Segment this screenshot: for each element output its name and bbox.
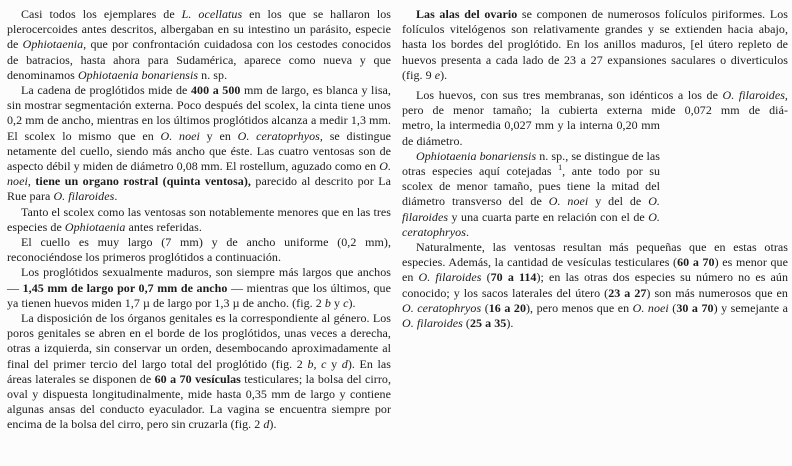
text-run: parecido al descrito por La Rue para (7, 174, 391, 204)
text-run: O. filaroides (53, 189, 115, 204)
text-run: O. ceratoprhyos (237, 128, 320, 143)
text-run: ), pero menos que en (526, 300, 633, 315)
text-run: , (27, 174, 36, 189)
text-run: ). (348, 295, 356, 310)
text-run: L. ocellatus (181, 7, 243, 21)
paragraph (402, 240, 788, 331)
text-run: . (114, 189, 118, 204)
text-run: en los que se hallaron los plerocercoides antes descritos, albergaban en su intestino un parásito, especie de (7, 7, 391, 52)
text-run: O. noei (632, 300, 669, 315)
text-run: ); en las otras dos especies su número no es aún conocido; y los sacos laterales del útero ( (402, 270, 788, 300)
text-column-left (7, 7, 391, 433)
text-run: Ophiotaenia, (22, 37, 87, 52)
text-run: y (330, 295, 344, 310)
text-run: y del de (588, 194, 649, 209)
text-run: Ophiotaenia bonariensis (416, 148, 537, 163)
text-run: Ophiotaenia (64, 219, 126, 234)
text-run: d (263, 417, 270, 432)
text-run: La cadena de proglótidos mide de (21, 83, 191, 98)
text-run: ). (269, 417, 277, 432)
text-run: O. noei (548, 194, 589, 209)
text-run: mm de largo, es blanca y lisa, sin mostrar segmentación externa. Poco después del scolex, la cinta tiene unos 0,2 mm de ancho, mientras en los últimos proglótidos alcanza a medir 1,3 mm. El scolex lo mismo que en (7, 83, 391, 143)
text-run: c (343, 295, 349, 310)
text-run: ). (506, 316, 514, 331)
text-run: 1,45 mm de largo por 0,7 mm de ancho (22, 280, 228, 295)
text-run: La disposición de los órganos genitales es la correspondiente al género. Los poros genitales se abren en el borde de los proglótidos, unas veces a derecha, otras a izquierda, sin conservar un orden, desembocando aproximadamente al final del primer tercio del largo total del proglótido (fig. 2 (7, 311, 391, 371)
paragraph (402, 149, 660, 240)
paragraph (7, 311, 391, 433)
text-run: ). (440, 67, 448, 82)
text-run: n. sp. (198, 67, 228, 82)
text-run: d (341, 356, 348, 371)
text-run: O. filaroides (418, 270, 482, 285)
text-run: b, c (307, 356, 327, 371)
text-run: ( (481, 300, 489, 315)
text-run: y una cuarta parte en relación con el de (448, 209, 649, 224)
text-run: antes referidas. (125, 219, 202, 234)
text-run: O. filaroides, (722, 88, 788, 103)
text-run: 25 a 35 (469, 316, 507, 331)
text-run: O. noei (160, 128, 200, 143)
text-run: O. filaroides (402, 194, 660, 224)
text-run: Los huevos, con sus tres membranas, son idénticos a los de (416, 88, 723, 103)
text-run: Los proglótidos sexualmente maduros, son siempre más largos que anchos — (7, 265, 391, 295)
text-run: 70 a 114 (490, 270, 537, 285)
text-run: O. noei (7, 159, 392, 189)
text-run: b (324, 295, 331, 310)
text-run: metro, la intermedia 0,027 mm y la interna 0,20 mm de diámetro. (402, 118, 660, 148)
text-run: — mientras que los últimos, que ya tienen huevos miden 1,7 µ de largo por 1,3 µ de ancho. (fig. 2 (7, 280, 391, 310)
paragraph (402, 88, 788, 118)
text-run: Naturalmente, las ventosas resultan más pequeñas que en estas otras especies. Además, la cantidad de vesículas testiculares ( (402, 240, 788, 270)
text-run: Ophiotaenia bonariensis (77, 67, 199, 82)
text-run: Las alas del ovario (416, 7, 518, 21)
text-run: 30 a 70 (676, 300, 714, 315)
footnote-marker: 1 (558, 163, 563, 173)
text-run: que por confrontación cuidadosa con los cestodes conocidos de batracios, hasta ahora para Sudamérica, aparece como nueva y que denominamos (7, 37, 391, 82)
text-run: ) y semejante a (713, 300, 788, 315)
paragraph (7, 265, 391, 311)
text-run: , se distingue netamente del cuello, siendo más ancho que éste. Las cuatro ventosas son de aspecto débil y miden de diámetro 0,08 mm. El rostellum, aguzado como en (7, 128, 391, 174)
paragraph (402, 118, 660, 148)
text-run: Casi todos los ejemplares de (21, 7, 182, 21)
paragraph (402, 7, 788, 83)
text-run: y en (199, 128, 238, 143)
paragraph (7, 83, 391, 205)
text-run: , ante todo por su scolex de menor tamaño, pues tiene la mitad del diámetro transverso del de (402, 164, 660, 209)
text-column-right (402, 7, 788, 331)
text-run: ) son más numerosos que en (646, 285, 788, 300)
text-run: . (465, 224, 469, 239)
text-run: n. sp., se distingue de las otras especies aquí cotejadas (402, 148, 660, 179)
text-run: y (326, 356, 342, 371)
text-run: O. filaroides (402, 316, 463, 331)
paragraph (7, 235, 391, 265)
text-run: e (434, 67, 441, 82)
text-run: El cuello es muy largo (7 mm) y de ancho uniforme (0,2 mm), reconociéndose los primeros proglótidos a continuación. (7, 235, 391, 265)
paragraph (7, 205, 391, 235)
text-run: ( (668, 300, 677, 315)
text-run: pero de menor tamaño; la cubierta externa mide 0,072 mm de diá- (402, 103, 788, 118)
text-run: ) es menor que en (402, 255, 788, 285)
text-run: O. ceratophryos (402, 209, 660, 239)
text-run: se componen de numerosos folículos piriformes. Los folículos vitelógenos son relativamente grandes y se extienden hacia abajo, hasta los bordes del proglótido. En los anillos maduros, [el útero repleto de huevos presenta a cada lado de 23 a 27 expansiones saculares o diverticulos (fig. 9 (402, 7, 788, 82)
text-run: 400 a 500 (190, 83, 241, 98)
text-run: Tanto el scolex como las ventosas son notablemente menores que en las tres especies de (7, 204, 391, 234)
text-run: ). En las áreas laterales se disponen de (7, 356, 392, 386)
text-run: O. ceratophryos (402, 300, 482, 315)
text-run: 23 a 27 (608, 285, 647, 300)
text-run: ( (481, 270, 491, 285)
text-run: 60 a 70 (677, 255, 715, 270)
text-run: tiene un organo rostral (quinta ventosa), (35, 174, 251, 189)
text-run: 60 a 70 vesículas (154, 371, 241, 386)
text-run: ( (462, 316, 470, 331)
text-run: 16 a 20 (488, 300, 527, 315)
text-run: testiculares; la bolsa del cirro, oval y dispuesta longitudinalmente, mide hasta 0,35 mm de largo y contiene algunas ansas del conducto eyaculador. La vagina se encuentra siempre por encima de la bolsa del cirro, pero sin cruzarla (fig. 2 (7, 371, 391, 432)
paragraph (7, 7, 391, 83)
